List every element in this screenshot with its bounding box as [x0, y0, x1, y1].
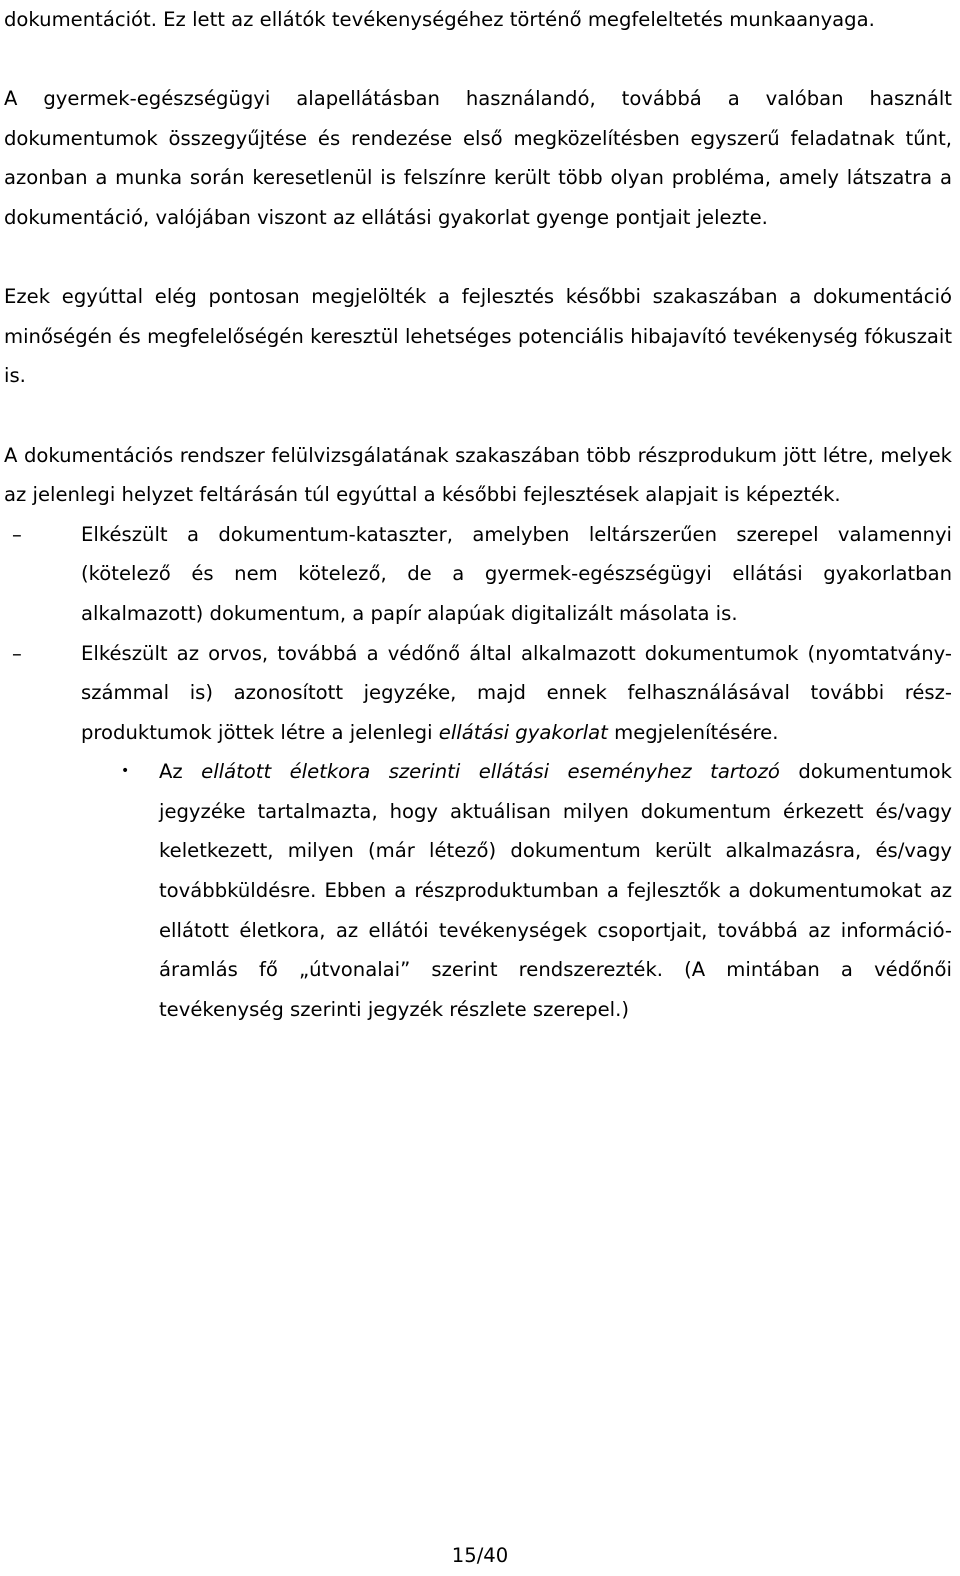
dash-marker: –	[12, 522, 22, 546]
dash-list-item-cadastre	[4, 515, 952, 634]
text-run: megjelenítésére.	[607, 720, 779, 744]
text-run: Elkészült az orvos, továbbá a védőnő által alkalmazott dokumentumok (nyomtatvány-számmal is) azonosított jegyzéke, majd ennek felhasználásával további rész-produktumok jöttek létre a jelenlegi	[81, 641, 952, 744]
text-run: Az	[159, 760, 202, 784]
text-run: dokumentumok jegyzéke tartalmazta, hogy aktuálisan milyen dokumentum érkezett és/vagy keletkezett, milyen (már létező) dokumentum került alkalmazásra, és/vagy továbbküldésre. Ebben a részproduktumban a fejlesztők a dokumentumokat az ellátott életkora, az ellátói tevékenységek csoportjait, továbbá az információ-áramlás fő „útvonalai” szerint rendszerezték. (A mintában a védőnői tevékenység szerinti jegyzék részlete szerepel.)	[159, 760, 953, 1021]
page-number: 15/40	[451, 1544, 509, 1567]
dash-list-item-registry	[4, 634, 952, 753]
bullet-list-item-text	[159, 752, 952, 1029]
bullet-marker: •	[121, 763, 130, 780]
dash-list-item-text	[81, 634, 952, 753]
italic-text-run: ellátási gyakorlat	[438, 720, 608, 744]
document-page	[4, 0, 952, 1029]
paragraph-gap	[4, 40, 952, 80]
bullet-list-item	[4, 752, 952, 1029]
paragraph-collection: A gyermek-egészségügyi alapellátásban használandó, továbbá a valóban használt dokumentumok összegyűjtése és rendezése első megközelítésben egyszerű feladatnak tűnt, azonban a munka során keresetlenül is felszínre került több olyan probléma, amely látszatra a dokumentáció, valójában viszont az ellátási gyakorlat gyenge pontjait jelezte.	[4, 87, 952, 229]
italic-text-run: ellátott életkora szerinti ellátási eseményhez tartozó	[201, 760, 780, 784]
paragraph-gap	[4, 396, 952, 436]
paragraph-gap	[4, 238, 952, 278]
paragraph-focus: Ezek egyúttal elég pontosan megjelölték a fejlesztés későbbi szakaszában a dokumentáció minőségén és megfelelőségén keresztül lehetséges potenciális hibajavító tevékenység fókuszait is.	[4, 285, 952, 388]
paragraph-continuation: dokumentációt. Ez lett az ellátók tevékenységéhez történő megfeleltetés munkaanyaga.	[4, 8, 875, 31]
dash-marker: –	[12, 641, 22, 665]
dash-list-item-text: Elkészült a dokumentum-kataszter, amelyben leltárszerűen szerepel valamennyi (kötelező és nem kötelező, de a gyermek-egészségügyi ellátási gyakorlatban alkalmazott) dokumentum, a papír alapúak digitalizált másolata is.	[81, 522, 952, 625]
paragraph-review: A dokumentációs rendszer felülvizsgálatának szakaszában több részprodukum jött létre, melyek az jelenlegi helyzet feltárásán túl egyúttal a későbbi fejlesztések alapjait is képezték.	[4, 443, 952, 507]
